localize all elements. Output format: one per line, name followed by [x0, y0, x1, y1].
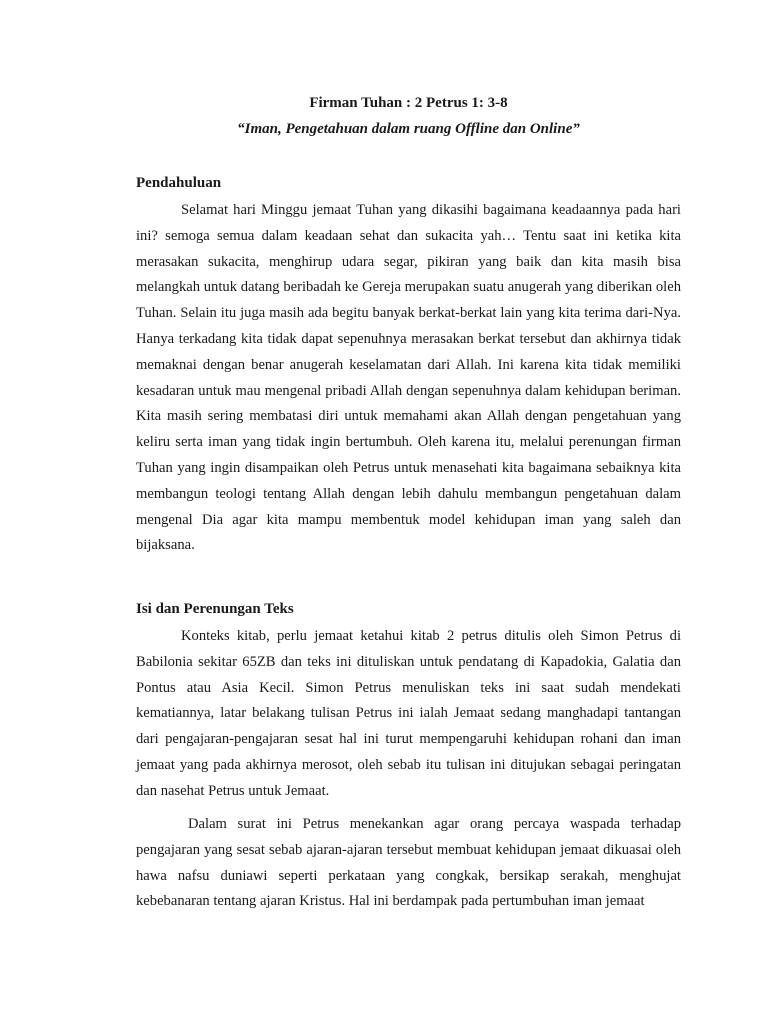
- section-heading-pendahuluan: Pendahuluan: [136, 175, 222, 191]
- paragraph-surat-petrus: Dalam surat ini Petrus menekankan agar orang percaya waspada terhadap pengajaran yang sesat sebab ajaran-ajaran tersebut membuat kehidupan jemaat dikuasai oleh hawa nafsu duniawi seperti perkataan yang congkak, bersikap serakah, menghujat kebebanaran tentang ajaran Kristus. Hal ini berdampak pada pertumbuhan iman jemaat: [136, 816, 681, 910]
- section-heading-isi-perenungan: Isi dan Perenungan Teks: [136, 601, 294, 617]
- document-subtitle: “Iman, Pengetahuan dalam ruang Offline dan Online”: [237, 121, 580, 137]
- paragraph-pendahuluan: Selamat hari Minggu jemaat Tuhan yang dikasihi bagaimana keadaannya pada hari ini? semoga semua dalam keadaan sehat dan sukacita yah… Tentu saat ini ketika kita merasakan sukacita, menghirup udara segar, pikiran yang baik dan kita masih bisa melangkah untuk datang beribadah ke Gereja merupakan suatu anugerah yang diberikan oleh Tuhan. Selain itu juga masih ada begitu banyak berkat-berkat lain yang kita terima dari-Nya. Hanya terkadang kita tidak dapat sepenuhnya merasakan berkat tersebut dan akhirnya tidak memaknai dengan benar anugerah keselamatan dari Allah. Ini karena kita tidak memiliki kesadaran untuk mau mengenal pribadi Allah dengan sepenuhnya dalam kehidupan beriman. Kita masih sering membatasi diri untuk memahami akan Allah dengan pengetahuan yang keliru serta iman yang tidak ingin bertumbuh. Oleh karena itu, melalui perenungan firman Tuhan yang ingin disampaikan oleh Petrus untuk menasehati kita bagaimana sebaiknya kita membangun teologi tentang Allah dengan lebih dahulu membangun pengetahuan dalam mengenal Dia agar kita mampu membentuk model kehidupan iman yang saleh dan bijaksana.: [136, 202, 681, 554]
- paragraph-konteks-kitab: Konteks kitab, perlu jemaat ketahui kitab 2 petrus ditulis oleh Simon Petrus di Babilonia sekitar 65ZB dan teks ini dituliskan untuk pendatang di Kapadokia, Galatia dan Pontus atau Asia Kecil. Simon Petrus menuliskan teks ini saat sudah mendekati kematiannya, latar belakang tulisan Petrus ini ialah Jemaat sedang manghadapi tantangan dari pengajaran-pengajaran sesat hal ini turut mempengaruhi kehidupan rohani dan iman jemaat yang pada akhirnya merosot, oleh sebab itu tulisan ini ditujukan sebagai peringatan dan nasehat Petrus untuk Jemaat.: [136, 628, 681, 799]
- document-title: Firman Tuhan : 2 Petrus 1: 3-8: [309, 95, 508, 111]
